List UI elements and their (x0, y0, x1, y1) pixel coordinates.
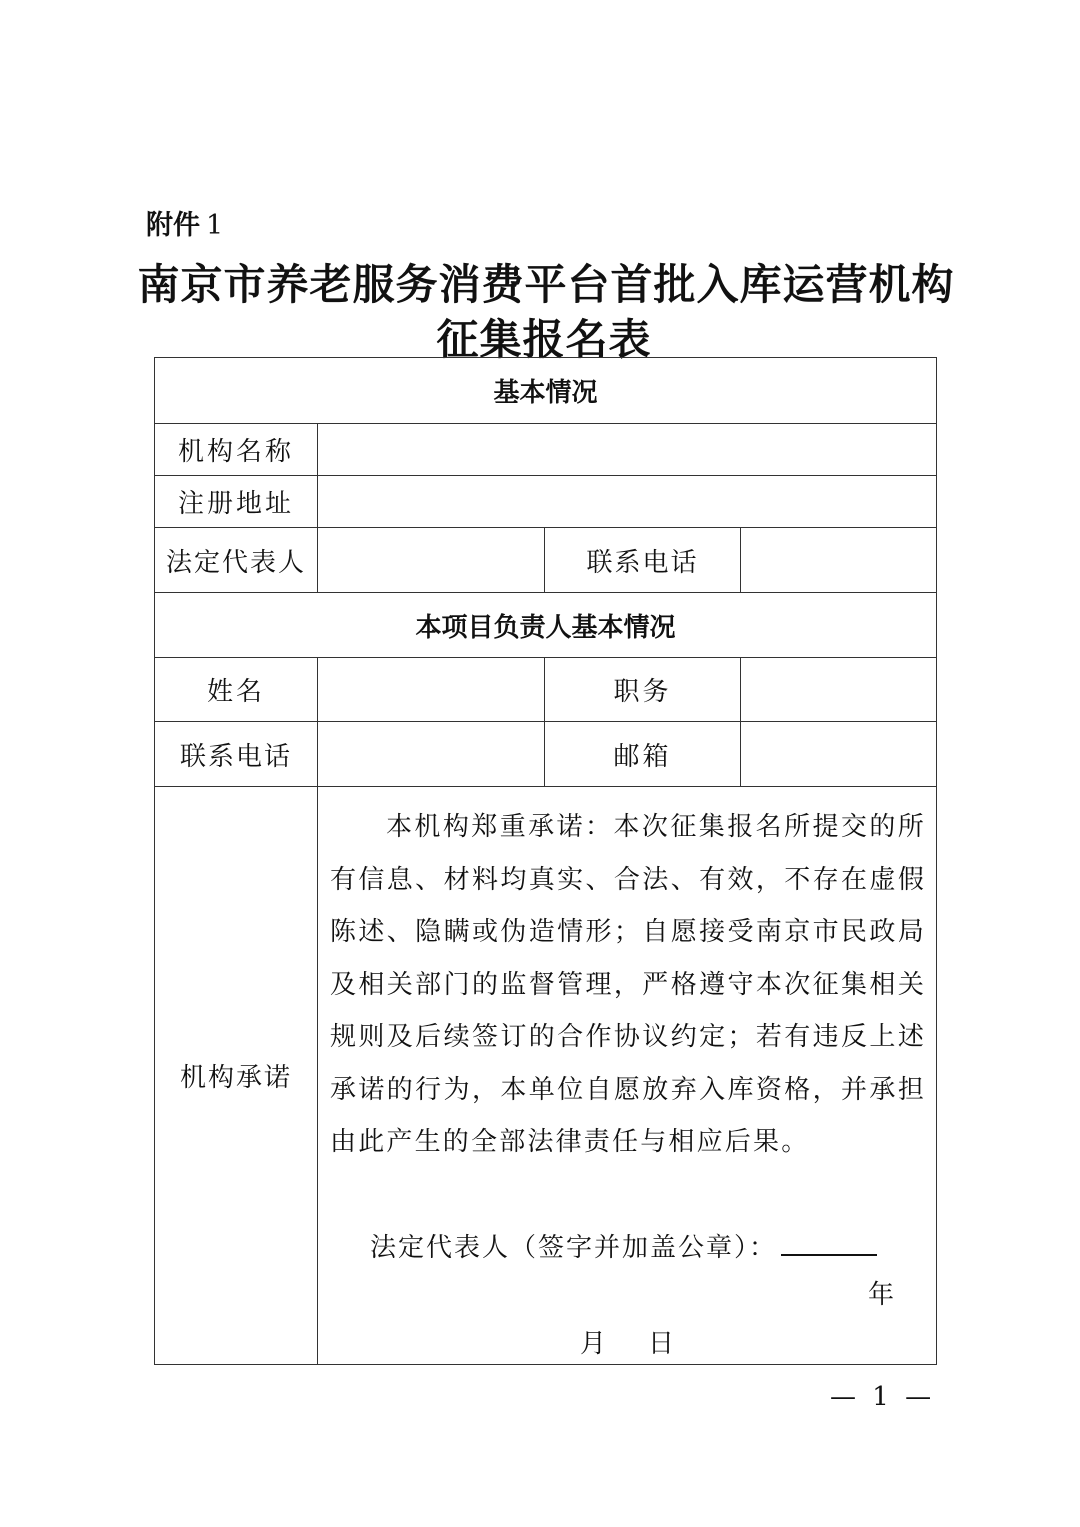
year-label: 年 (868, 1279, 895, 1310)
manager-phone-field[interactable] (318, 722, 545, 787)
signature-label: 法定代表人（签字并加盖公章）： (370, 1232, 778, 1263)
contact-phone-field[interactable] (741, 528, 937, 593)
legal-rep-label: 法定代表人 (155, 528, 318, 593)
manager-name-label: 姓名 (155, 658, 318, 722)
manager-name-field[interactable] (318, 658, 545, 722)
pledge-label: 机构承诺 (155, 787, 318, 1365)
reg-address-field[interactable] (318, 476, 937, 528)
page-title-line1: 南京市养老服务消费平台首批入库运营机构 (137, 260, 955, 309)
position-label: 职务 (545, 658, 741, 722)
pledge-text: 本机构郑重承诺：本次征集报名所提交的所有信息、材料均真实、合法、有效，不存在虚假陈述、隐瞒或伪造情形；自愿接受南京市民政局及相关部门的监督管理，严格遵守本次征集相关规则及后续签订的合作协议约定；若有违反上述承诺的行为，本单位自愿放弃入库资格，并承担由此产生的全部法律责任与相应后果。 (330, 812, 927, 1157)
reg-address-label: 注册地址 (155, 476, 318, 528)
contact-phone-label: 联系电话 (545, 528, 741, 593)
pledge-cell (318, 787, 937, 1365)
legal-rep-field[interactable] (318, 528, 545, 593)
email-label: 邮箱 (545, 722, 741, 787)
org-name-label: 机构名称 (155, 424, 318, 476)
section-manager-info: 本项目负责人基本情况 (155, 593, 937, 658)
page-title-line2: 征集报名表 (436, 315, 652, 364)
org-name-field[interactable] (318, 424, 937, 476)
email-field[interactable] (741, 722, 937, 787)
attachment-label: 附件 1 (146, 210, 224, 241)
signature-line (318, 1227, 936, 1264)
day-label: 日 (648, 1328, 675, 1359)
manager-phone-label: 联系电话 (155, 722, 318, 787)
section-basic-info: 基本情况 (155, 358, 937, 424)
signature-blank[interactable] (781, 1246, 877, 1256)
position-field[interactable] (741, 658, 937, 722)
attachment-number: 1 (206, 210, 224, 241)
registration-form-table (154, 357, 937, 1365)
month-label: 月 (580, 1328, 607, 1359)
month-day-line (318, 1323, 936, 1364)
page-number: — 1 — (830, 1382, 936, 1412)
